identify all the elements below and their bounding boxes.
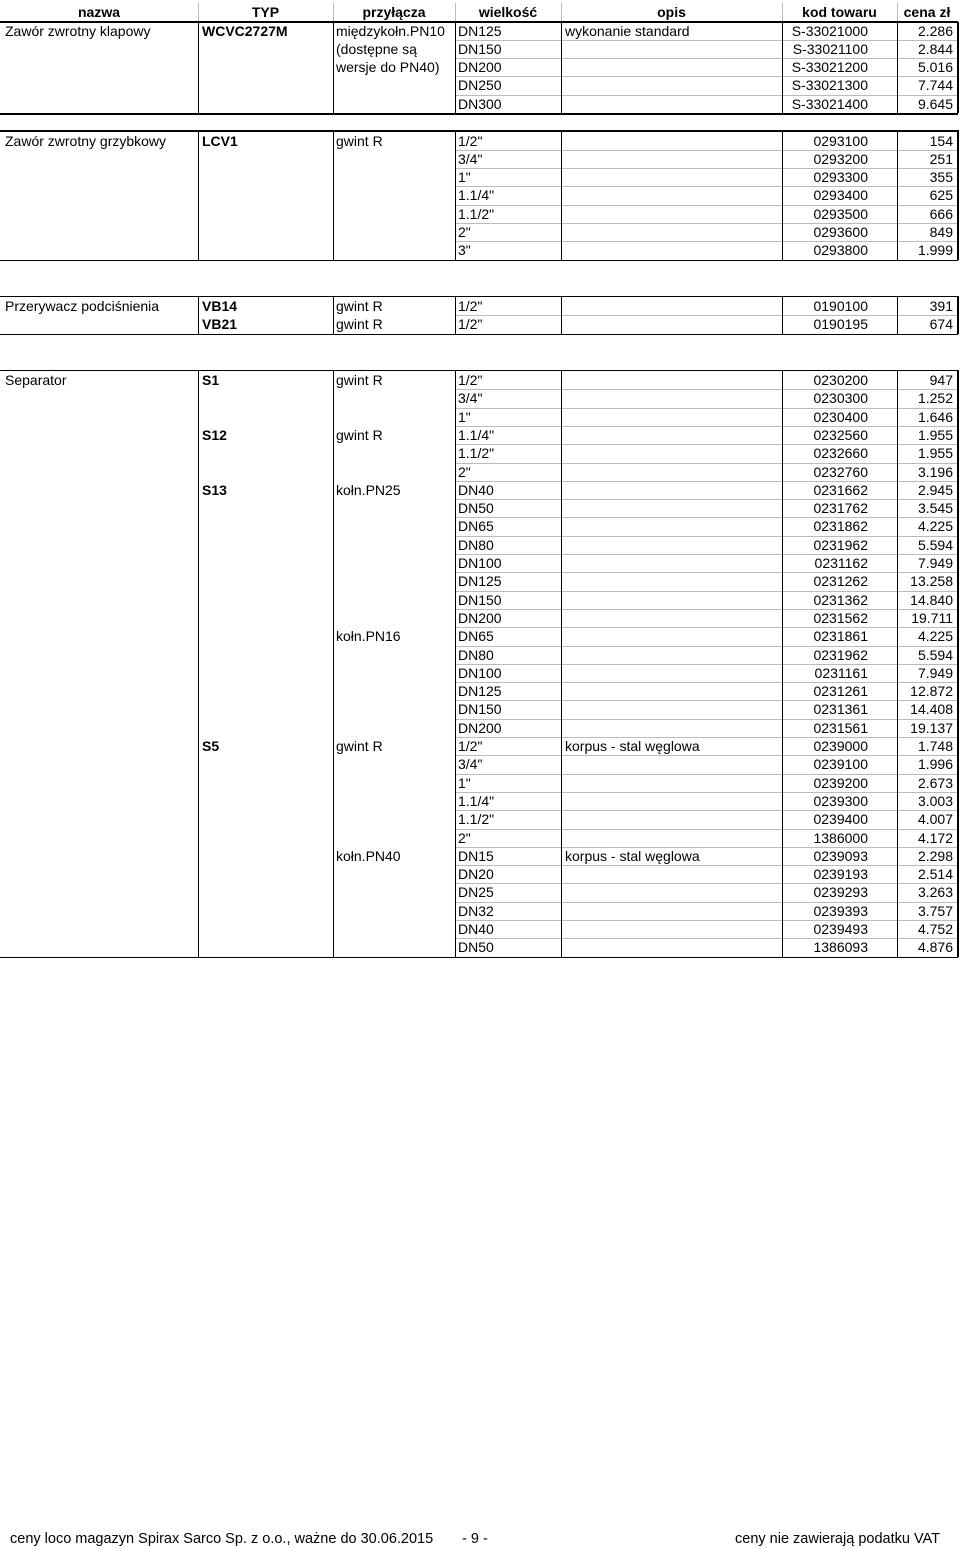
cell-wielkosc: 1.1/2": [458, 205, 495, 222]
cell-przylacza: międzykołn.PN10: [336, 22, 445, 39]
cell-cena: 3.545: [917, 500, 953, 517]
table-row: [0, 627, 960, 645]
table-row: [0, 76, 960, 94]
table-row: [0, 591, 960, 609]
cell-przylacza: kołn.PN25: [336, 481, 401, 498]
table-row: [0, 774, 960, 792]
cell-kod-towaru: 0190100: [813, 298, 868, 314]
table-row: [0, 847, 960, 865]
header-przylacza: przyłącza: [362, 4, 426, 20]
cell-wielkosc: 1/2": [458, 738, 483, 754]
cell-cena: 1.646: [917, 408, 953, 425]
cell-kod-towaru: 0232660: [813, 445, 868, 462]
cell-kod-towaru: 0231161: [814, 664, 868, 681]
cell-wielkosc: DN65: [458, 518, 494, 535]
footer-validity-note: ceny loco magazyn Spirax Sarco Sp. z o.o., ważne do 30.06.2015: [10, 1531, 434, 1547]
cell-wielkosc: 2": [458, 224, 471, 240]
cell-cena: 12.872: [910, 683, 953, 700]
cell-kod-towaru: S-33021400: [791, 95, 868, 112]
table-row: [0, 938, 960, 956]
section-bottom-border: [0, 334, 958, 336]
cell-kod-towaru: 0239400: [813, 811, 868, 828]
cell-cena: 3.757: [917, 902, 953, 919]
table-row: [0, 719, 960, 737]
cell-wielkosc: DN125: [458, 683, 502, 700]
cell-nazwa: Zawór zwrotny klapowy: [5, 22, 151, 39]
cell-cena: 1.748: [917, 738, 953, 754]
table-row: [0, 499, 960, 517]
cell-wielkosc: DN20: [458, 866, 494, 883]
cell-kod-towaru: 0293400: [813, 187, 868, 204]
cell-przylacza: kołn.PN40: [336, 847, 401, 864]
cell-nazwa: Przerywacz podciśnienia: [5, 298, 160, 314]
table-row: [0, 168, 960, 186]
cell-wielkosc: DN100: [458, 664, 502, 681]
cell-cena: 849: [929, 224, 953, 240]
section-bottom-border: [0, 113, 958, 115]
cell-cena: 19.711: [911, 609, 953, 626]
cell-przylacza: gwint R: [336, 372, 383, 388]
cell-kod-towaru: 1386093: [813, 939, 868, 956]
cell-cena: 9.645: [917, 95, 953, 112]
cell-kod-towaru: S-33021100: [792, 40, 868, 57]
cell-wielkosc: 1/2": [458, 298, 483, 314]
cell-kod-towaru: 0231962: [813, 536, 868, 553]
cell-wielkosc: 1/2": [458, 316, 483, 333]
cell-wielkosc: 1.1/4": [458, 187, 495, 204]
cell-kod-towaru: 0231562: [813, 609, 868, 626]
cell-cena: 14.840: [910, 591, 953, 608]
cell-wielkosc: 1/2": [458, 132, 483, 149]
cell-cena: 2.945: [917, 481, 953, 498]
footer-vat-note: ceny nie zawierają podatku VAT: [735, 1531, 940, 1547]
cell-cena: 7.744: [917, 77, 953, 94]
cell-nazwa: Separator: [5, 372, 67, 388]
cell-przylacza: (dostępne są: [336, 40, 417, 57]
cell-wielkosc: 2": [458, 463, 471, 480]
cell-kod-towaru: 0231262: [813, 573, 868, 590]
cell-opis: korpus - stal węglowa: [565, 847, 700, 864]
cell-cena: 4.876: [917, 939, 953, 956]
cell-wielkosc: DN50: [458, 500, 494, 517]
cell-cena: 947: [929, 372, 953, 388]
cell-wielkosc: 1": [458, 774, 471, 791]
cell-kod-towaru: 0230200: [813, 372, 868, 388]
table-row: [0, 223, 960, 241]
header-typ: TYP: [251, 4, 280, 20]
cell-cena: 2.298: [917, 847, 953, 864]
cell-wielkosc: DN125: [458, 22, 502, 39]
table-row: [0, 444, 960, 462]
cell-cena: 7.949: [917, 555, 953, 571]
cell-kod-towaru: 0239093: [813, 847, 868, 864]
cell-cena: 1.999: [917, 242, 953, 259]
header-kod-towaru: kod towaru: [802, 4, 877, 20]
cell-kod-towaru: 0239000: [813, 738, 868, 754]
table-row: [0, 205, 960, 223]
table-row: [0, 883, 960, 901]
cell-wielkosc: DN250: [458, 77, 502, 94]
cell-wielkosc: DN65: [458, 628, 494, 645]
cell-wielkosc: DN150: [458, 591, 502, 608]
cell-kod-towaru: 0293600: [813, 224, 868, 240]
table-row: [0, 609, 960, 627]
table-header: [0, 3, 960, 21]
cell-cena: 391: [929, 298, 953, 314]
cell-cena: 19.137: [910, 719, 953, 736]
table-row: [0, 150, 960, 168]
table-row: [0, 902, 960, 920]
table-row: [0, 646, 960, 664]
cell-kod-towaru: 0231762: [813, 500, 868, 517]
cell-wielkosc: DN80: [458, 646, 494, 663]
cell-typ: VB21: [202, 316, 238, 333]
header-cena: cena zł: [903, 4, 951, 20]
cell-cena: 355: [929, 169, 953, 186]
cell-cena: 4.225: [917, 518, 953, 535]
cell-cena: 5.594: [917, 646, 953, 663]
cell-kod-towaru: 0232560: [813, 426, 868, 443]
cell-wielkosc: DN40: [458, 481, 494, 498]
table-row: [0, 389, 960, 407]
cell-kod-towaru: 0293300: [813, 169, 868, 186]
cell-wielkosc: 1.1/2": [458, 811, 495, 828]
table-row: [0, 408, 960, 426]
cell-cena: 3.263: [917, 884, 953, 901]
table-row: [0, 682, 960, 700]
cell-typ: S13: [202, 481, 227, 498]
table-row: [0, 22, 960, 40]
table-row: [0, 95, 960, 113]
cell-kod-towaru: 0239393: [813, 902, 868, 919]
cell-kod-towaru: 0230300: [813, 390, 868, 407]
cell-przylacza: gwint R: [336, 426, 383, 443]
table-row: [0, 481, 960, 499]
cell-kod-towaru: 0231862: [813, 518, 868, 535]
table-row: [0, 920, 960, 938]
table-row: [0, 40, 960, 58]
cell-wielkosc: 1/2": [458, 372, 483, 388]
cell-przylacza: gwint R: [336, 298, 383, 314]
cell-kod-towaru: 0230400: [813, 408, 868, 425]
cell-cena: 4.225: [917, 628, 953, 645]
cell-wielkosc: 1.1/4": [458, 426, 495, 443]
cell-opis: wykonanie standard: [565, 22, 690, 39]
cell-wielkosc: DN50: [458, 939, 494, 956]
cell-cena: 4.172: [917, 829, 953, 846]
table-row: [0, 315, 960, 333]
cell-wielkosc: DN200: [458, 719, 502, 736]
table-row: [0, 536, 960, 554]
cell-cena: 14.408: [910, 701, 953, 718]
cell-typ: S12: [202, 426, 227, 443]
cell-kod-towaru: 0231162: [814, 555, 868, 571]
cell-typ: VB14: [202, 298, 238, 314]
table-row: [0, 463, 960, 481]
cell-typ: S5: [202, 738, 220, 754]
cell-wielkosc: 1.1/4": [458, 792, 495, 809]
cell-cena: 7.949: [917, 664, 953, 681]
table-row: [0, 297, 960, 315]
cell-wielkosc: DN100: [458, 555, 502, 571]
cell-kod-towaru: 0231561: [813, 719, 868, 736]
cell-kod-towaru: 0293500: [813, 205, 868, 222]
header-nazwa: nazwa: [77, 4, 120, 20]
cell-kod-towaru: 1386000: [813, 829, 868, 846]
cell-cena: 674: [929, 316, 953, 333]
cell-kod-towaru: 0239200: [813, 774, 868, 791]
cell-kod-towaru: 0293800: [813, 242, 868, 259]
cell-cena: 1.955: [917, 426, 953, 443]
cell-cena: 13.258: [910, 573, 953, 590]
cell-cena: 3.003: [917, 792, 953, 809]
cell-cena: 154: [929, 132, 953, 149]
cell-kod-towaru: 0231861: [813, 628, 868, 645]
cell-kod-towaru: 0231662: [813, 481, 868, 498]
cell-cena: 2.844: [917, 40, 953, 57]
cell-cena: 2.286: [917, 22, 953, 39]
cell-cena: 2.673: [917, 774, 953, 791]
cell-przylacza: kołn.PN16: [336, 628, 401, 645]
cell-wielkosc: 2": [458, 829, 471, 846]
table-row: [0, 810, 960, 828]
cell-wielkosc: DN40: [458, 921, 494, 937]
cell-kod-towaru: S-33021000: [791, 22, 868, 39]
cell-wielkosc: 3/4": [458, 150, 483, 167]
cell-cena: 251: [929, 150, 953, 167]
table-row: [0, 241, 960, 259]
table-row: [0, 572, 960, 590]
table-row: [0, 517, 960, 535]
cell-typ: WCVC2727M: [202, 22, 288, 39]
header-wielkosc: wielkość: [478, 4, 538, 20]
table-row: [0, 737, 960, 755]
cell-kod-towaru: 0231261: [813, 683, 868, 700]
cell-wielkosc: 3/4": [458, 756, 483, 773]
table-row: [0, 865, 960, 883]
cell-nazwa: Zawór zwrotny grzybkowy: [5, 132, 167, 149]
cell-cena: 666: [929, 205, 953, 222]
table-row: [0, 755, 960, 773]
cell-cena: 5.016: [917, 59, 953, 76]
cell-kod-towaru: S-33021200: [791, 59, 868, 76]
cell-cena: 2.514: [917, 866, 953, 883]
table-row: [0, 664, 960, 682]
cell-przylacza: gwint R: [336, 132, 383, 149]
cell-kod-towaru: 0231362: [813, 591, 868, 608]
table-row: [0, 792, 960, 810]
cell-typ: LCV1: [202, 132, 238, 149]
cell-kod-towaru: S-33021300: [791, 77, 868, 94]
table-row: [0, 58, 960, 76]
cell-wielkosc: 1": [458, 408, 471, 425]
table-row: [0, 132, 960, 150]
cell-wielkosc: DN150: [458, 701, 502, 718]
cell-kod-towaru: 0293100: [813, 132, 868, 149]
table-row: [0, 829, 960, 847]
cell-wielkosc: DN300: [458, 95, 502, 112]
cell-opis: korpus - stal węglowa: [565, 738, 700, 754]
cell-kod-towaru: 0232760: [813, 463, 868, 480]
cell-cena: 1.955: [917, 445, 953, 462]
section-bottom-border: [0, 260, 958, 262]
cell-wielkosc: DN150: [458, 40, 502, 57]
cell-kod-towaru: 0239193: [813, 866, 868, 883]
table-row: [0, 700, 960, 718]
table-row: [0, 186, 960, 204]
cell-cena: 4.752: [917, 921, 953, 937]
cell-kod-towaru: 0190195: [813, 316, 868, 333]
cell-cena: 5.594: [917, 536, 953, 553]
cell-wielkosc: DN32: [458, 902, 494, 919]
cell-kod-towaru: 0231962: [813, 646, 868, 663]
cell-wielkosc: DN80: [458, 536, 494, 553]
cell-przylacza: wersje do PN40): [336, 59, 440, 76]
cell-wielkosc: 3": [458, 242, 471, 259]
cell-przylacza: gwint R: [336, 738, 383, 754]
cell-wielkosc: DN200: [458, 609, 502, 626]
page-number: - 9 -: [462, 1531, 488, 1547]
cell-wielkosc: 3/4": [458, 390, 483, 407]
cell-kod-towaru: 0293200: [813, 150, 868, 167]
cell-kod-towaru: 0239100: [813, 756, 868, 773]
cell-cena: 1.252: [917, 390, 953, 407]
cell-wielkosc: 1.1/2": [458, 445, 495, 462]
cell-wielkosc: DN125: [458, 573, 502, 590]
cell-kod-towaru: 0239293: [813, 884, 868, 901]
cell-cena: 3.196: [917, 463, 953, 480]
section-bottom-border: [0, 957, 958, 959]
header-opis: opis: [657, 4, 686, 20]
cell-kod-towaru: 0239493: [813, 921, 868, 937]
cell-wielkosc: DN15: [458, 847, 494, 864]
cell-przylacza: gwint R: [336, 316, 383, 333]
table-row: [0, 426, 960, 444]
cell-cena: 4.007: [917, 811, 953, 828]
table-row: [0, 554, 960, 572]
table-row: [0, 371, 960, 389]
cell-cena: 625: [929, 187, 953, 204]
cell-kod-towaru: 0239300: [813, 792, 868, 809]
cell-cena: 1.996: [917, 756, 953, 773]
cell-wielkosc: DN25: [458, 884, 494, 901]
cell-typ: S1: [202, 372, 220, 388]
cell-wielkosc: 1": [458, 169, 471, 186]
cell-wielkosc: DN200: [458, 59, 502, 76]
cell-kod-towaru: 0231361: [813, 701, 868, 718]
